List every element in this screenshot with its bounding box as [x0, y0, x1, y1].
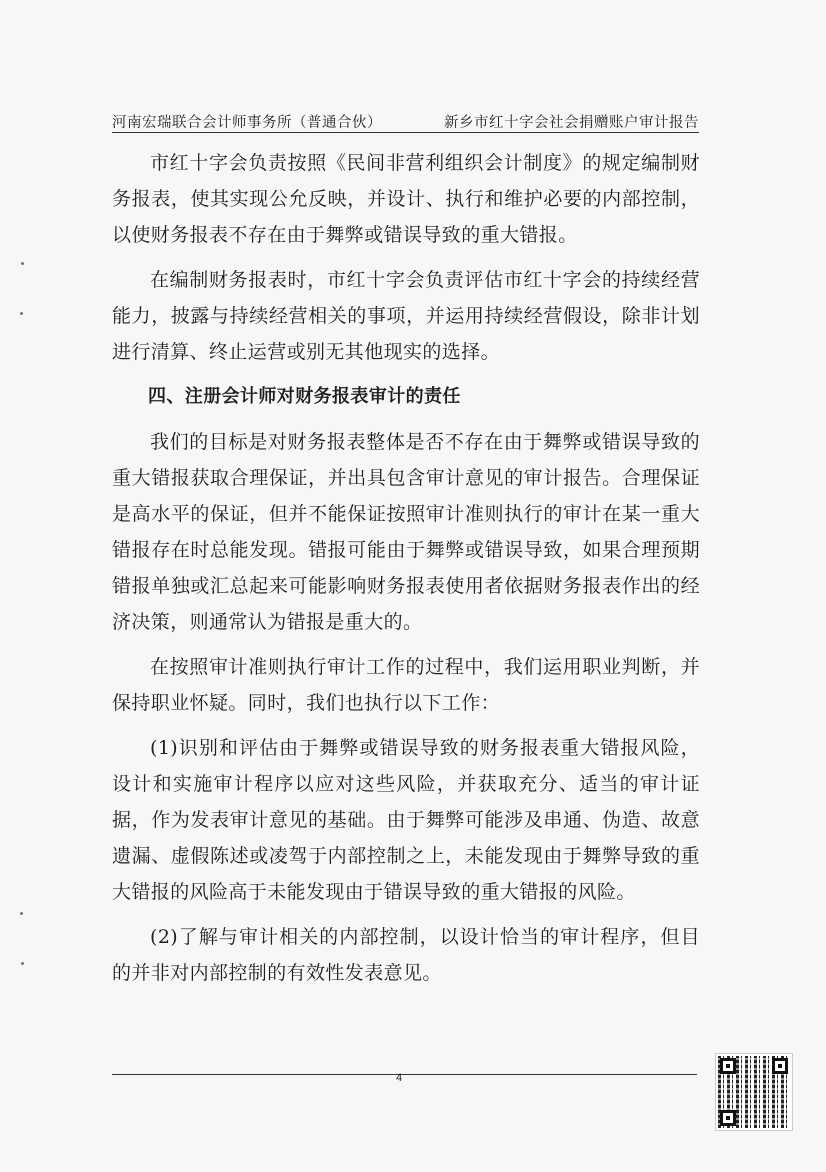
section-heading: 四、注册会计师对财务报表审计的责任	[148, 386, 461, 407]
paragraph: 在编制财务报表时，市红十字会负责评估市红十字会的持续经营能力，披露与持续经营相关的事项，并运用持续经营假设，除非计划进行清算、终止运营或别无其他现实的选择。	[112, 269, 700, 363]
firm-name: 河南宏瑞联合会计师事务所（普通合伙）	[112, 115, 382, 131]
paragraph: 市红十字会负责按照《民间非营利组织会计制度》的规定编制财务报表，使其实现公允反映，并设计、执行和维护必要的内部控制，以使财务报表不存在由于舞弊或错误导致的重大错报。	[112, 152, 700, 246]
paragraph: (2)了解与审计相关的内部控制，以设计恰当的审计程序，但目的并非对内部控制的有效性发表意见。	[112, 926, 700, 984]
scan-speck	[20, 912, 23, 915]
report-title: 新乡市红十字会社会捐赠账户审计报告	[444, 115, 699, 131]
scan-speck	[21, 262, 24, 265]
page-number: 4	[396, 1072, 403, 1084]
qr-code-icon	[716, 1054, 792, 1130]
document-body	[112, 145, 700, 1000]
paragraph: 在按照审计准则执行审计工作的过程中，我们运用职业判断，并保持职业怀疑。同时，我们也执行以下工作：	[112, 656, 700, 714]
paragraph: (1)识别和评估由于舞弊或错误导致的财务报表重大错报风险，设计和实施审计程序以应对这些风险，并获取充分、适当的审计证据，作为发表审计意见的基础。由于舞弊可能涉及串通、伪造、故意遗漏、虚假陈述或凌驾于内部控制之上，未能发现由于舞弊导致的重大错报的风险高于未能发现由于错误导致的重大错报的风险。	[112, 737, 700, 903]
scan-speck	[20, 312, 23, 315]
scan-speck	[21, 962, 24, 965]
footer-divider	[112, 1074, 697, 1075]
paragraph: 我们的目标是对财务报表整体是否不存在由于舞弊或错误导致的重大错报获取合理保证，并出具包含审计意见的审计报告。合理保证是高水平的保证，但并不能保证按照审计准则执行的审计在某一重大错报存在时总能发现。错报可能由于舞弊或错误导致，如果合理预期错报单独或汇总起来可能影响财务报表使用者依据财务报表作出的经济决策，则通常认为错报是重大的。	[112, 431, 700, 633]
page-header	[112, 108, 699, 133]
